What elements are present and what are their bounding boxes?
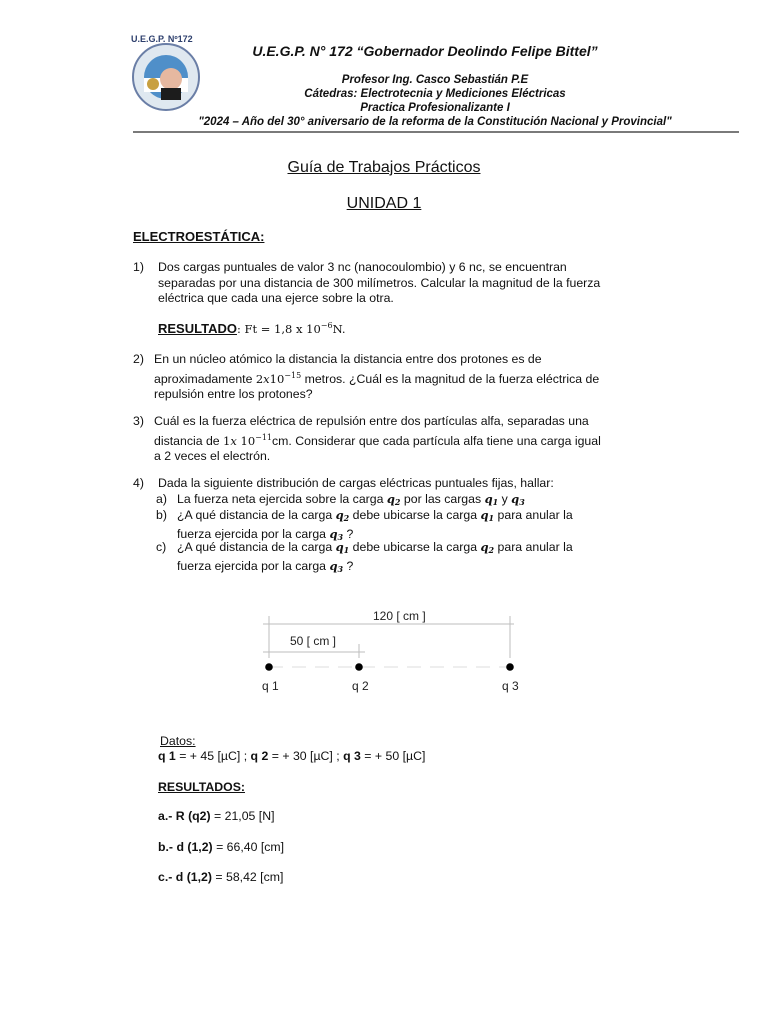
charge-diagram	[255, 600, 525, 705]
charge-symbol: q	[329, 558, 338, 573]
charge-q3-label: q 3	[502, 679, 519, 693]
problem-1	[158, 260, 638, 307]
problem-2-line: En un núcleo atómico la distancia la distancia entre dos protones es de	[154, 352, 542, 366]
problem-3-line: a 2 veces el electrón.	[154, 449, 271, 464]
q3-value: = + 50 [µC]	[360, 749, 426, 763]
charge-q2-dot	[355, 663, 363, 671]
problem-2	[154, 352, 634, 403]
result-b-value: = 66,40 [cm]	[212, 840, 285, 854]
result-b	[158, 840, 284, 854]
item-c	[177, 540, 637, 577]
text: ¿A qué distancia de la carga	[177, 508, 336, 522]
result-exponent: −6	[320, 321, 333, 330]
unit-title: UNIDAD 1	[346, 195, 422, 212]
subscript: 2	[488, 545, 495, 555]
year-motto: "2024 – Año del 30° aniversario de la reforma de la Constitución Nacional y Provincial"	[198, 116, 672, 128]
result-b-label: b.- d (1,2)	[158, 840, 213, 854]
exponent: −15	[284, 370, 302, 380]
charge-q1-label: q 1	[262, 679, 279, 693]
problem-4-number: 4)	[133, 476, 144, 490]
subscript: 1	[488, 513, 495, 523]
charge-symbol: q	[480, 508, 489, 522]
charge-symbol: q	[329, 526, 338, 541]
text: aproximadamente	[154, 371, 256, 386]
problem-1-result	[158, 321, 346, 336]
teacher-name: Profesor Ing. Casco Sebastián P.E	[341, 74, 529, 86]
header-divider	[133, 131, 739, 133]
problem-2-line: repulsión entre los protones?	[154, 387, 313, 402]
item-a-label: a)	[156, 492, 167, 506]
result-a	[158, 809, 275, 823]
school-name: U.E.G.P. N° 172 “Gobernador Deolindo Felipe Bittel”	[252, 43, 598, 59]
subjects: Cátedras: Electrotecnia y Mediciones Eléctricas	[304, 88, 566, 100]
item-c-label: c)	[156, 540, 167, 554]
subscript: 2	[343, 513, 350, 523]
charge-symbol: q	[386, 492, 395, 506]
q3-label: q 3	[343, 749, 361, 763]
problem-3	[154, 414, 634, 465]
charge-symbol: q	[511, 492, 520, 506]
problem-1-number: 1)	[133, 260, 144, 274]
problem-3-line	[154, 430, 634, 450]
problem-3-line: Cuál es la fuerza eléctrica de repulsión entre dos partículas alfa, separadas una	[154, 414, 589, 428]
text: debe ubicarse la carga	[349, 508, 481, 522]
charge-q3-dot	[506, 663, 514, 671]
dimension-partial-label: 50 [ cm ]	[290, 634, 337, 648]
q2-value: = + 30 [µC] ;	[268, 749, 344, 763]
subscript: 3	[519, 497, 525, 507]
text: La fuerza neta ejercida sobre la carga	[177, 492, 387, 506]
text: ?	[343, 558, 354, 573]
result-label: RESULTADO	[158, 321, 237, 336]
text: cm. Considerar que cada partícula alfa tiene una carga igual	[272, 433, 601, 448]
result-c-label: c.- d (1,2)	[158, 870, 212, 884]
problem-1-line: Dos cargas puntuales de valor 3 nc (nanocoulombio) y 6 nc, se encuentran	[158, 260, 567, 274]
practice-name: Practica Profesionalizante I	[360, 102, 510, 114]
charge-symbol: q	[335, 508, 344, 522]
charge-q1-dot	[265, 663, 273, 671]
problem-2-number: 2)	[133, 352, 144, 366]
subscript: 3	[337, 531, 344, 542]
datos-label: Datos:	[160, 734, 196, 748]
document-title: Guía de Trabajos Prácticos	[287, 159, 481, 176]
problem-1-line: eléctrica que cada una ejerce sobre la otra.	[158, 291, 394, 306]
charge-q2-label: q 2	[352, 679, 369, 693]
text: por las cargas	[400, 492, 485, 506]
problem-1-line: separadas por una distancia de 300 milímetros. Calcular la magnitud de la fuerza	[158, 275, 601, 290]
result-value: : Ft = 1,8 x 10	[236, 322, 321, 336]
subscript: 2	[394, 497, 401, 507]
result-a-value: = 21,05 [N]	[210, 809, 275, 823]
section-heading: ELECTROESTÁTICA:	[133, 229, 265, 244]
q1-label: q 1	[158, 749, 176, 763]
item-b-label: b)	[156, 508, 167, 522]
text: para anular la	[494, 508, 573, 522]
exponent: −11	[255, 432, 273, 442]
dimension-total-label: 120 [ cm ]	[373, 609, 426, 623]
subscript: 1	[492, 497, 499, 507]
datos-values	[158, 749, 425, 765]
result-c-value: = 58,42 [cm]	[211, 870, 284, 884]
subscript: 3	[337, 563, 344, 574]
math: 2𝑥10	[255, 371, 285, 386]
charge-symbol: q	[484, 492, 493, 506]
text: fuerza ejercida por la carga	[177, 558, 330, 573]
text: distancia de	[154, 433, 224, 448]
math: 1𝑥 10	[223, 433, 256, 448]
text: debe ubicarse la carga	[349, 540, 481, 554]
results-heading: RESULTADOS:	[158, 780, 245, 794]
text: metros. ¿Cuál es la magnitud de la fuerza eléctrica de	[301, 371, 600, 386]
text: ¿A qué distancia de la carga	[177, 540, 336, 554]
subscript: 1	[343, 545, 350, 555]
result-a-label: a.- R (q2)	[158, 809, 211, 823]
q2-label: q 2	[250, 749, 269, 763]
problem-4-intro: Dada la siguiente distribución de cargas eléctricas puntuales fijas, hallar:	[158, 476, 554, 490]
text: fuerza ejercida por la carga	[177, 526, 330, 541]
charge-symbol: q	[335, 540, 344, 554]
result-unit: N.	[332, 322, 346, 336]
text: ?	[343, 526, 354, 541]
text: y	[498, 492, 512, 506]
result-c	[158, 870, 283, 884]
text: para anular la	[494, 540, 573, 554]
problem-3-number: 3)	[133, 414, 144, 428]
problem-2-line	[154, 368, 634, 388]
charge-symbol: q	[480, 540, 489, 554]
q1-value: = + 45 [µC] ;	[175, 749, 251, 763]
logo-text: U.E.G.P. Nº172	[131, 34, 193, 44]
